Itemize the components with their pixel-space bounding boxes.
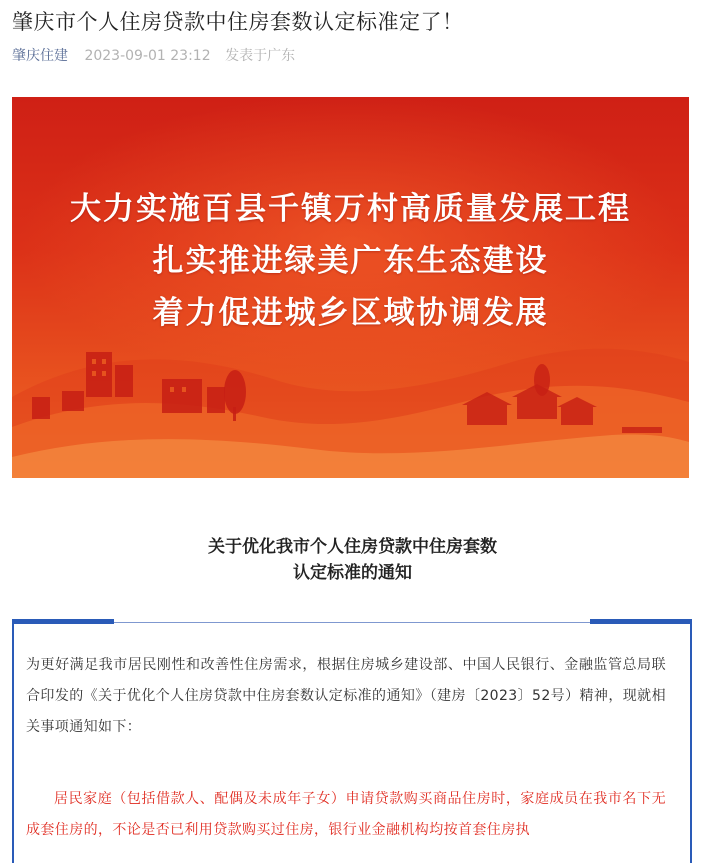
slogan-line-1: 大力实施百县千镇万村高质量发展工程 [70, 191, 631, 227]
frame-corner-left [12, 619, 114, 624]
banner-slogans [12, 183, 689, 339]
slogan-line-3: 着力促进城乡区域协调发展 [152, 295, 549, 331]
notice-title-line-2: 认定标准的通知 [293, 563, 412, 583]
publish-location: 发表于广东 [225, 48, 296, 64]
slogan-line-2: 扎实推进绿美广东生态建设 [152, 243, 549, 279]
author-link[interactable]: 肇庆住建 [12, 48, 68, 64]
notice-paragraph-highlight: 居民家庭（包括借款人、配偶及未成年子女）申请贷款购买商品住房时，家庭成员在我市名下无成套住房的，不论是否已利用贷款购买过住房，银行业金融机构均按首套住房执 [26, 791, 666, 838]
frame-corner-right [590, 619, 692, 624]
article-meta [12, 46, 295, 66]
article-title: 肇庆市个人住房贷款中住房套数认定标准定了！ [12, 10, 464, 34]
notice-paragraph-intro: 为更好满足我市居民刚性和改善性住房需求，根据住房城乡建设部、中国人民银行、金融监管总局联合印发的《关于优化个人住房贷款中住房套数认定标准的通知》（建房〔2023〕52号）精神，现就相关事项通知如下： [26, 657, 666, 735]
notice-title [0, 534, 705, 586]
banner-image [12, 97, 689, 478]
notice-title-line-1: 关于优化我市个人住房贷款中住房套数 [208, 537, 497, 557]
frame-top-line [14, 622, 690, 623]
publish-time: 2023-09-01 23:12 [84, 48, 211, 64]
